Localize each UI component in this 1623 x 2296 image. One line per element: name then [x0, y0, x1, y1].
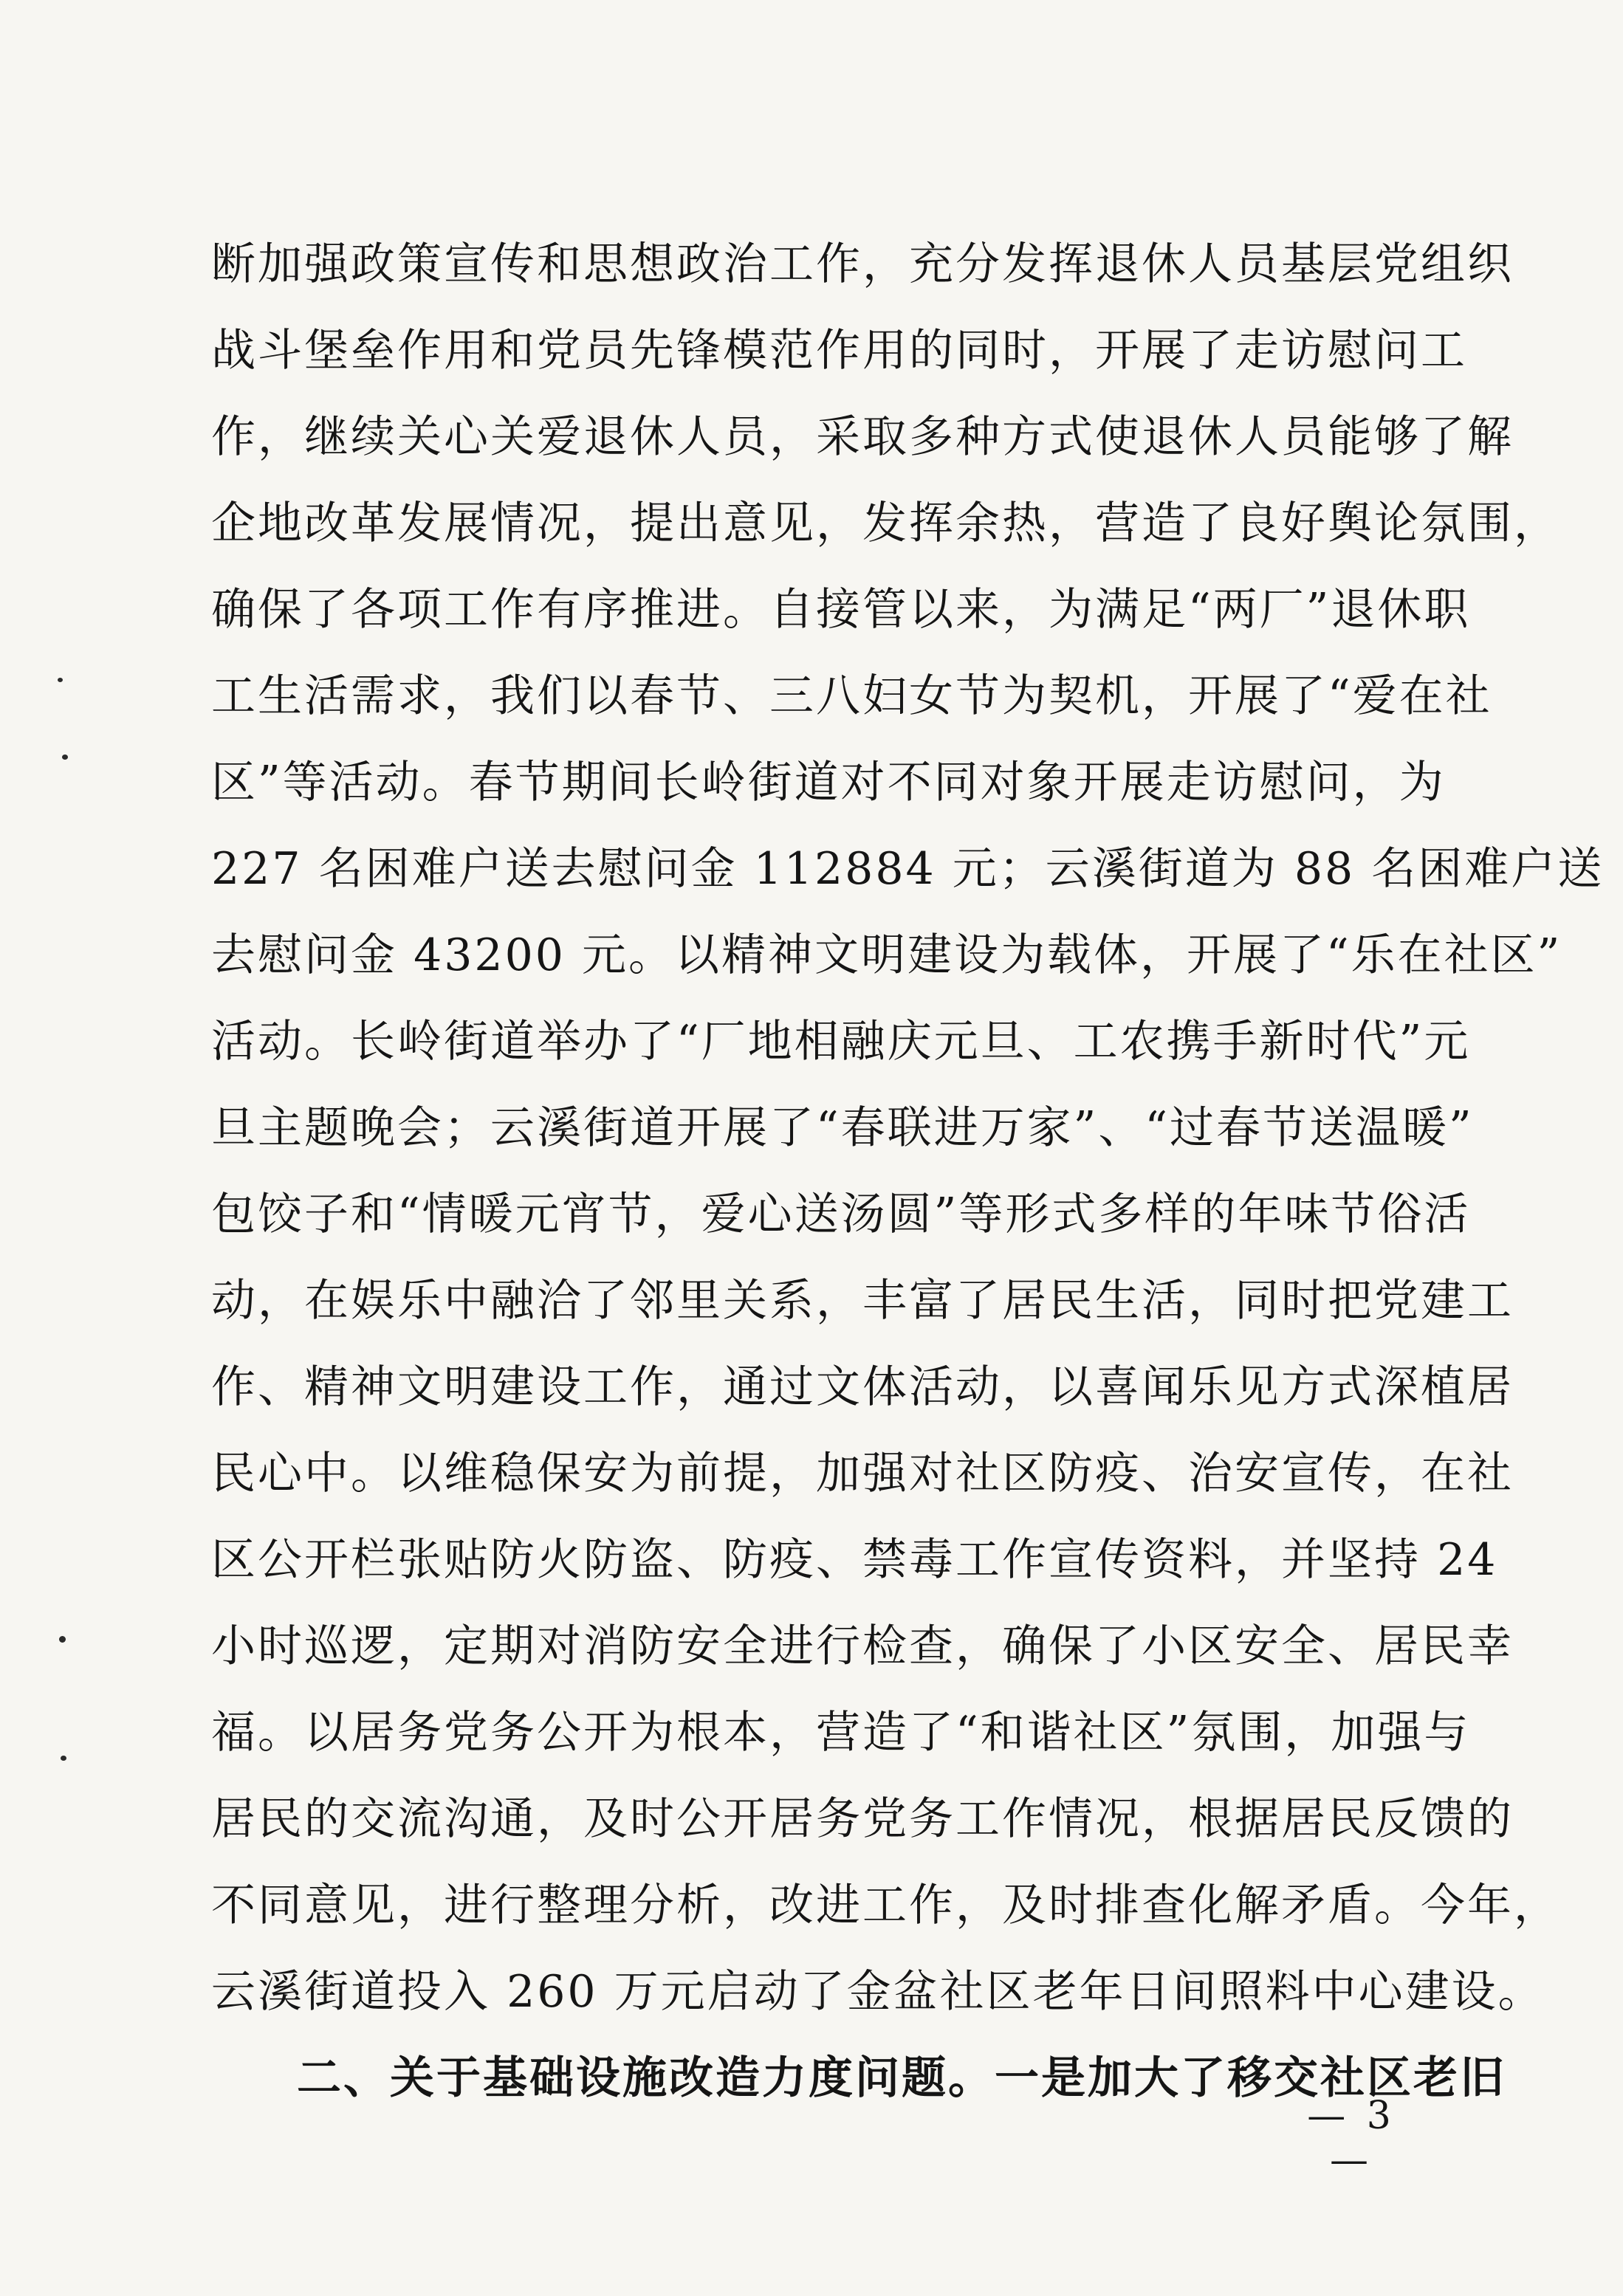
- text-line: 作、精神文明建设工作，通过文体活动，以喜闻乐见方式深植居: [211, 1361, 1514, 1413]
- scan-mark: [61, 1756, 66, 1761]
- text-line: 战斗堡垒作用和党员先锋模范作用的同时，开展了走访慰问工: [211, 325, 1467, 377]
- text-line: 民心中。以维稳保安为前提，加强对社区防疫、治安宣传，在社: [211, 1448, 1514, 1499]
- text-line: 去慰问金 43200 元。以精神文明建设为载体，开展了“乐在社区”: [211, 929, 1562, 981]
- text-line: 227 名困难户送去慰问金 112884 元；云溪街道为 88 名困难户送: [211, 843, 1605, 895]
- scan-mark: [62, 755, 68, 760]
- text-line: 作，继续关心关爱退休人员，采取多种方式使退休人员能够了解: [211, 411, 1514, 463]
- text-line: 活动。长岭街道举办了“厂地相融庆元旦、工农携手新时代”元: [211, 1016, 1471, 1068]
- text-line: 区”等活动。春节期间长岭街道对不同对象开展走访慰问，为: [211, 757, 1446, 808]
- text-line: 云溪街道投入 260 万元启动了金盆社区老年日间照料中心建设。: [211, 1966, 1545, 2018]
- text-line: 居民的交流沟通，及时公开居务党务工作情况，根据居民反馈的: [211, 1793, 1514, 1845]
- text-line: 福。以居务党务公开为根本，营造了“和谐社区”氛围，加强与: [211, 1707, 1471, 1759]
- text-line: 工生活需求，我们以春节、三八妇女节为契机，开展了“爱在社: [211, 670, 1492, 722]
- text-line: 不同意见，进行整理分析，改进工作，及时排查化解矛盾。今年，: [211, 1880, 1560, 1931]
- page-number: — 3 —: [1307, 2094, 1396, 2182]
- text-line: 小时巡逻，定期对消防安全进行检查，确保了小区安全、居民幸: [211, 1620, 1514, 1672]
- text-line: 区公开栏张贴防火防盗、防疫、禁毒工作宣传资料，并坚持 24: [211, 1534, 1498, 1586]
- text-line: 企地改革发展情况，提出意见，发挥余热，营造了良好舆论氛围，: [211, 498, 1560, 549]
- section-heading-line: [211, 2035, 1506, 2122]
- scan-mark: [59, 1636, 66, 1643]
- section-heading-continuation: 一是加大了移交社区老旧: [995, 2052, 1506, 2104]
- scan-mark: [58, 678, 63, 682]
- text-line: 断加强政策宣传和思想政治工作，充分发挥退休人员基层党组织: [211, 238, 1514, 290]
- text-line: 包饺子和“情暖元宵节，爱心送汤圆”等形式多样的年味节俗活: [211, 1189, 1471, 1240]
- text-line: 确保了各项工作有序推进。自接管以来，为满足“两厂”退休职: [211, 584, 1471, 636]
- text-line: 动，在娱乐中融洽了邻里关系，丰富了居民生活，同时把党建工: [211, 1275, 1514, 1327]
- body-text: [211, 221, 1605, 2122]
- text-line: 旦主题晚会；云溪街道开展了“春联进万家”、“过春节送温暖”: [211, 1102, 1474, 1154]
- section-heading: 二、关于基础设施改造力度问题。: [297, 2052, 995, 2104]
